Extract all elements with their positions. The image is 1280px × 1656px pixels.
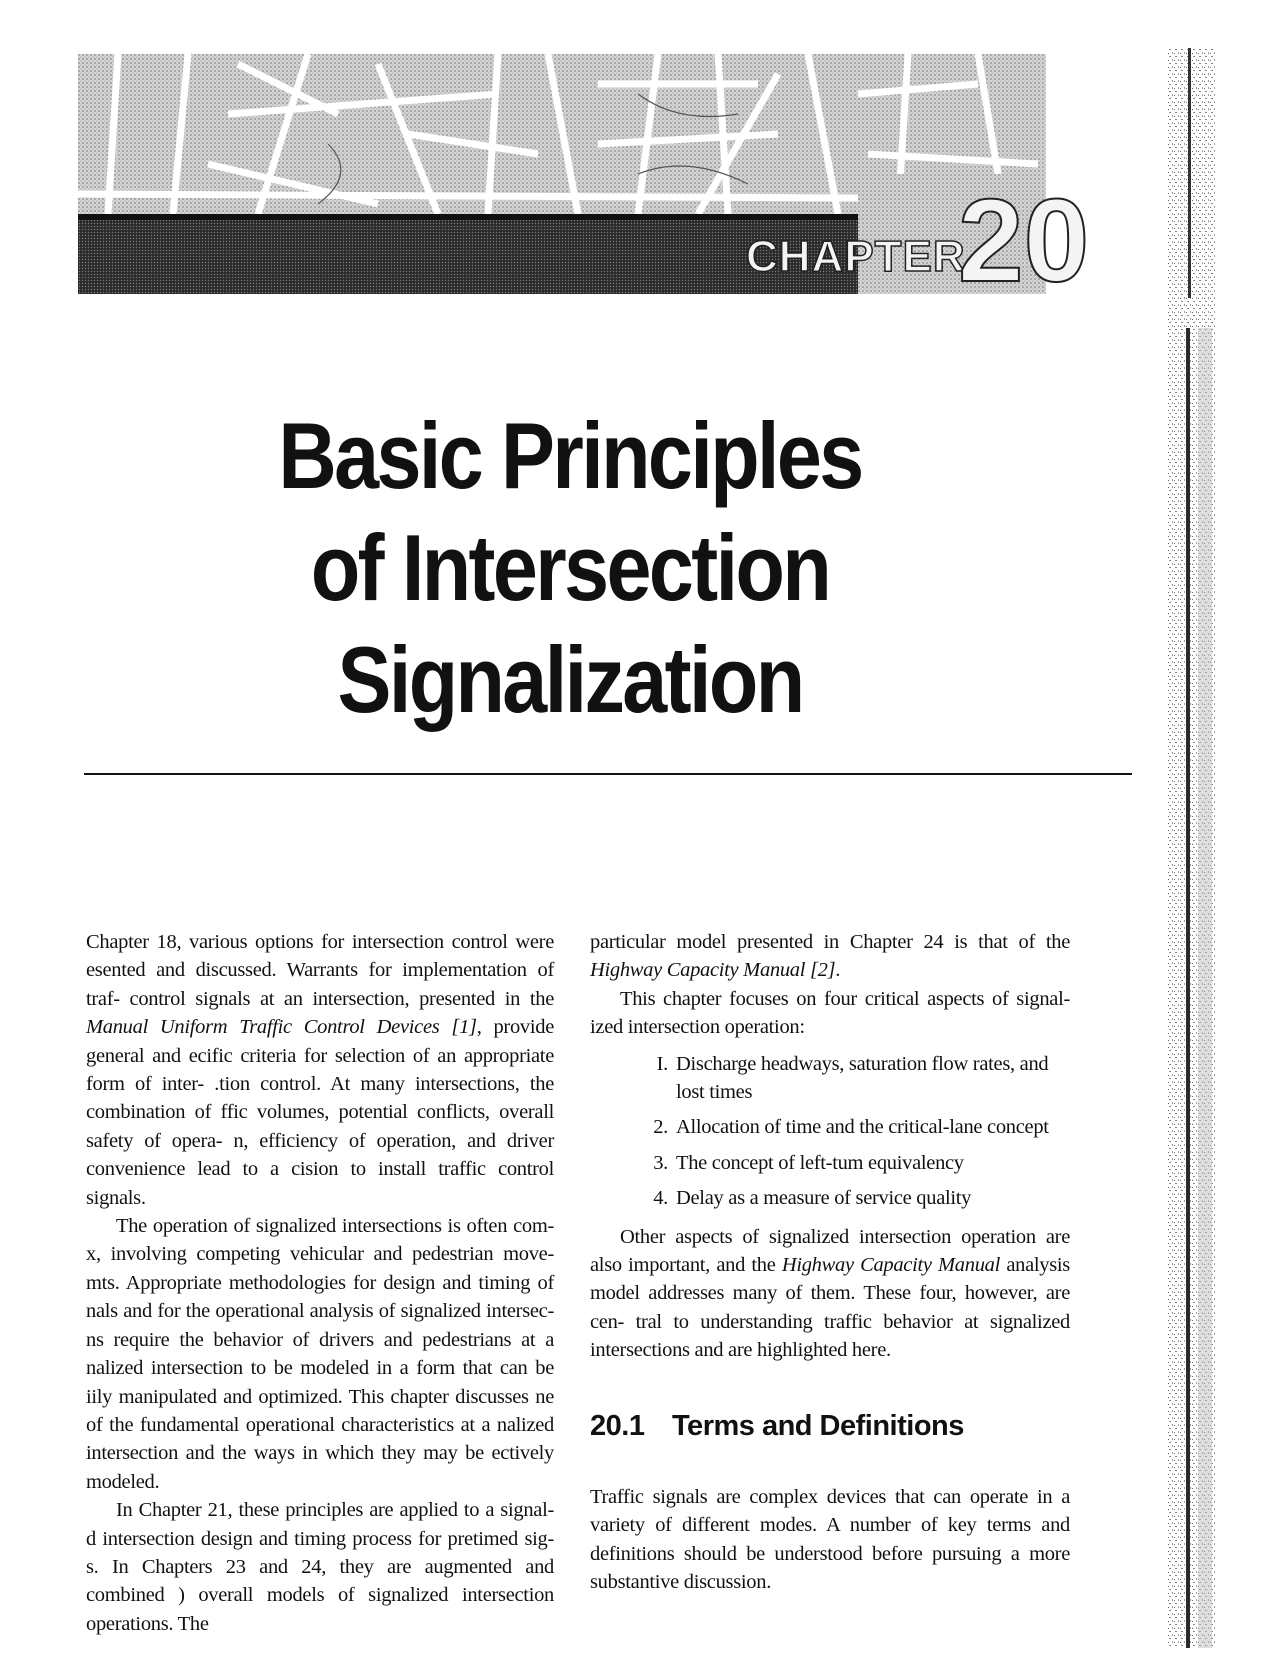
left-paragraph-1 (86, 928, 554, 1212)
right-p1-text-b: . (835, 959, 841, 982)
left-paragraph-2: The operation of signalized intersections is often com- x, involving competing vehicular and pedestrian move- mts. Appropriate methodologies for design and timing of nals and for the operational analysis of signalized intersec- ns require the behavior of drivers and pedestrians at a nalized intersection to be modeled in a form that can be iily manipulated and optimized. This chapter discusses ne of the fundamental operational characteristics at a nalized intersection and the ways in which they may be ectively modeled. (86, 1215, 554, 1493)
left-column (86, 928, 554, 1638)
list-text: Discharge headways, saturation flow rates, and lost times (676, 1052, 1049, 1104)
list-text: Delay as a measure of service quality (676, 1187, 972, 1210)
left-p1-text-a: Chapter 18, various options for intersection control were esented and discussed. Warrants for implementation of traf- control signals at an intersection, presented in the (86, 931, 554, 1010)
chapter-banner (78, 54, 1090, 307)
list-text: Allocation of time and the critical-lane concept (676, 1116, 1049, 1139)
right-p3-text-b: analysis model addresses many of them. These four, however, are cen- tral to understanding traffic behavior at signalized intersections and are highlighted here. (590, 1254, 1070, 1362)
title-line-2: of Intersection (310, 515, 830, 620)
scan-edge-artifact (1168, 48, 1216, 1648)
right-paragraph-3 (590, 1223, 1070, 1365)
list-number: 3. (653, 1151, 668, 1174)
title-divider (84, 773, 1132, 775)
list-text: The concept of left-tum equivalency (676, 1151, 964, 1174)
hcm-citation-2: Highway Capacity Manual (781, 1254, 1000, 1277)
right-column (590, 928, 1070, 1596)
aspects-list (590, 1050, 1070, 1213)
right-paragraph-1 (590, 928, 1070, 985)
list-item (590, 1113, 1070, 1141)
title-line-3: Signalization (337, 627, 803, 732)
chapter-number: 20 (958, 175, 1090, 307)
list-number: 2. (653, 1116, 668, 1139)
left-p1-text-b: , provide general and ecific criteria for selection of an appropriate form of inter- .tion control. At many intersections, the combination of ffic volumes, potential conflicts, overall safety of opera- n, efficiency of operation, and driver convenience lead to a cision to install traffic control signals. (86, 1016, 554, 1209)
list-item (590, 1050, 1070, 1107)
right-paragraph-4: Traffic signals are complex devices that can operate in a variety of different modes. A number of key terms and definitions should be understood before pursuing a more substantive discussion. (590, 1485, 1070, 1593)
list-item (590, 1149, 1070, 1177)
section-heading (590, 1409, 1070, 1443)
list-item (590, 1184, 1070, 1212)
chapter-label: CHAPTER (746, 232, 966, 281)
right-p3-text-a: Other aspects of signalized intersection operation are also important, and the (590, 1225, 1070, 1277)
list-number: 4. (653, 1187, 668, 1210)
hcm-citation: Highway Capacity Manual [2] (590, 959, 836, 982)
chapter-title (252, 400, 888, 736)
right-paragraph-2: This chapter focuses on four critical aspects of signal- ized intersection operation: (590, 987, 1070, 1039)
section-title: Terms and Definitions (672, 1409, 964, 1442)
manual-reference: [1] (439, 1016, 477, 1039)
manual-citation: Manual Uniform Traffic Control Devices (86, 1016, 440, 1039)
right-p1-text-a: particular model presented in Chapter 24 is that of the (590, 931, 1070, 953)
list-number: I. (656, 1052, 668, 1075)
section-number: 20.1 (590, 1409, 645, 1442)
title-line-1: Basic Principles (278, 403, 862, 508)
left-paragraph-3: In Chapter 21, these principles are applied to a signal- d intersection design and timing process for pretimed sig- s. In Chapters 23 and 24, they are augmented and combined ) overall models of signalized intersection operations. The (86, 1499, 554, 1635)
